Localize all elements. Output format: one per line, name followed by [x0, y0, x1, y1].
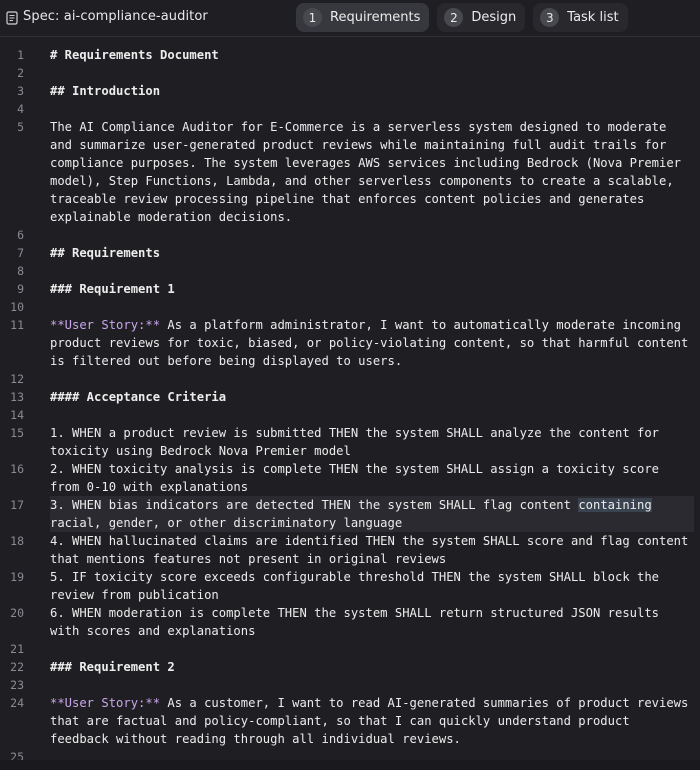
line-number: 18: [10, 534, 24, 548]
editor-line[interactable]: [0, 370, 700, 388]
line-number: 7: [17, 246, 24, 260]
line-text[interactable]: [50, 604, 694, 640]
line-number: 5: [17, 120, 24, 134]
line-text[interactable]: [50, 280, 694, 298]
document-icon: [6, 10, 18, 24]
text-segment: 4. WHEN hallucinated claims are identified THEN the system SHALL score and flag content that mentions features not present in original reviews: [50, 534, 696, 566]
line-number: 20: [10, 606, 24, 620]
editor-line[interactable]: [0, 676, 700, 694]
editor-line[interactable]: [0, 532, 700, 568]
line-text[interactable]: [50, 640, 694, 658]
editor-line[interactable]: [0, 298, 700, 316]
tab-number: 2: [444, 8, 463, 27]
line-number: 8: [17, 264, 24, 278]
line-text[interactable]: [50, 82, 694, 100]
line-text[interactable]: [50, 496, 694, 532]
line-number: 25: [10, 750, 24, 760]
text-segment: As a platform administrator, I want to automatically moderate incoming product reviews for toxic, biased, or policy-violating content, so that harmful content is filtered out before being displayed to users.: [50, 318, 696, 368]
line-number: 17: [10, 498, 24, 512]
line-number: 23: [10, 678, 24, 692]
tab-number: 1: [303, 8, 322, 27]
line-text[interactable]: [50, 100, 694, 118]
bold-markup-text: **User Story:**: [50, 318, 161, 332]
line-text[interactable]: [50, 316, 694, 370]
text-segment: 3. WHEN bias indicators are detected THEN the system SHALL flag content: [50, 498, 579, 512]
tab-requirements[interactable]: [296, 3, 429, 32]
line-number: 22: [10, 660, 24, 674]
tab-label: Design: [471, 10, 517, 25]
editor-line[interactable]: [0, 568, 700, 604]
text-segment: As a customer, I want to read AI-generated summaries of product reviews that are factual and policy-compliant, so that I can quickly understand product feedback without reading through all individual reviews.: [50, 696, 696, 746]
text-segment: The AI Compliance Auditor for E-Commerce is a serverless system designed to moderate and summarize user-generated product reviews while maintaining full audit trails for compliance purposes. The system leverages AWS services including Bedrock (Nova Premier model), Step Functions, Lambda, and other serverless components to create a scalable, traceable review processing pipeline that enforces content policies and generates explainable moderation decisions.: [50, 120, 689, 224]
selected-text: containing: [578, 498, 652, 512]
text-segment: ### Requirement 2: [50, 660, 175, 674]
editor-line[interactable]: [0, 694, 700, 748]
spec-title-group: [6, 9, 208, 24]
line-number: 12: [10, 372, 24, 386]
bold-markup-text: **User Story:**: [50, 696, 161, 710]
editor-line[interactable]: [0, 64, 700, 82]
line-text[interactable]: [50, 226, 694, 244]
editor-line[interactable]: [0, 46, 700, 64]
line-number: 13: [10, 390, 24, 404]
editor-line[interactable]: [0, 388, 700, 406]
tab-number: 3: [540, 8, 559, 27]
text-segment: 5. IF toxicity score exceeds configurable threshold THEN the system SHALL block the review from publication: [50, 570, 667, 602]
line-text[interactable]: [50, 424, 694, 460]
line-number: 9: [17, 282, 24, 296]
editor-line[interactable]: [0, 406, 700, 424]
editor-line[interactable]: [0, 424, 700, 460]
line-number: 19: [10, 570, 24, 584]
line-number: 6: [17, 228, 24, 242]
editor-line[interactable]: [0, 460, 700, 496]
line-text[interactable]: [50, 244, 694, 262]
editor-line[interactable]: [0, 226, 700, 244]
line-text[interactable]: [50, 370, 694, 388]
line-number: 2: [17, 66, 24, 80]
line-number: 1: [17, 48, 24, 62]
line-text[interactable]: [50, 406, 694, 424]
editor-line[interactable]: [0, 748, 700, 760]
line-number: 4: [17, 102, 24, 116]
line-text[interactable]: [50, 568, 694, 604]
line-text[interactable]: [50, 298, 694, 316]
editor-line[interactable]: [0, 262, 700, 280]
text-segment: #### Acceptance Criteria: [50, 390, 227, 404]
line-number: 16: [10, 462, 24, 476]
line-text[interactable]: [50, 460, 694, 496]
line-number: 3: [17, 84, 24, 98]
line-number: 24: [10, 696, 24, 710]
editor-line[interactable]: [0, 316, 700, 370]
line-text[interactable]: [50, 388, 694, 406]
tab-task-list[interactable]: [533, 3, 627, 32]
editor-line[interactable]: [0, 496, 700, 532]
text-segment: ### Requirement 1: [50, 282, 175, 296]
text-segment: 2. WHEN toxicity analysis is complete THEN the system SHALL assign a toxicity score from 0-10 with explanations: [50, 462, 667, 494]
spec-tabs: [296, 3, 628, 32]
horizontal-scrollbar[interactable]: [0, 760, 700, 770]
line-text[interactable]: [50, 748, 694, 760]
text-segment: ## Requirements: [50, 246, 161, 260]
tab-label: Task list: [567, 10, 619, 25]
line-number: 15: [10, 426, 24, 440]
line-text[interactable]: [50, 658, 694, 676]
text-segment: 1. WHEN a product review is submitted THEN the system SHALL analyze the content for toxicity using Bedrock Nova Premier model: [50, 426, 667, 458]
line-text[interactable]: [50, 118, 694, 226]
text-segment: # Requirements Document: [50, 48, 219, 62]
line-text[interactable]: [50, 676, 694, 694]
text-segment: 6. WHEN moderation is complete THEN the system SHALL return structured JSON results with scores and explanations: [50, 606, 667, 638]
line-text[interactable]: [50, 46, 694, 64]
editor-line[interactable]: [0, 658, 700, 676]
editor-line[interactable]: [0, 244, 700, 262]
editor-line[interactable]: [0, 100, 700, 118]
line-text[interactable]: [50, 694, 694, 748]
line-text[interactable]: [50, 262, 694, 280]
spec-title: Spec: ai-compliance-auditor: [23, 9, 208, 24]
tab-label: Requirements: [330, 10, 421, 25]
editor-line[interactable]: [0, 118, 700, 226]
line-text[interactable]: [50, 64, 694, 82]
editor-line[interactable]: [0, 280, 700, 298]
line-number: 14: [10, 408, 24, 422]
text-segment: ## Introduction: [50, 84, 161, 98]
line-number: 10: [10, 300, 24, 314]
editor-line[interactable]: [0, 640, 700, 658]
editor-line[interactable]: [0, 82, 700, 100]
editor-line[interactable]: [0, 604, 700, 640]
line-number: 11: [10, 318, 24, 332]
line-number: 21: [10, 642, 24, 656]
line-text[interactable]: [50, 532, 694, 568]
text-segment: racial, gender, or other discriminatory language: [50, 498, 660, 530]
markdown-editor[interactable]: [0, 46, 700, 760]
tab-design[interactable]: [437, 3, 525, 32]
editor-header: [0, 0, 700, 37]
